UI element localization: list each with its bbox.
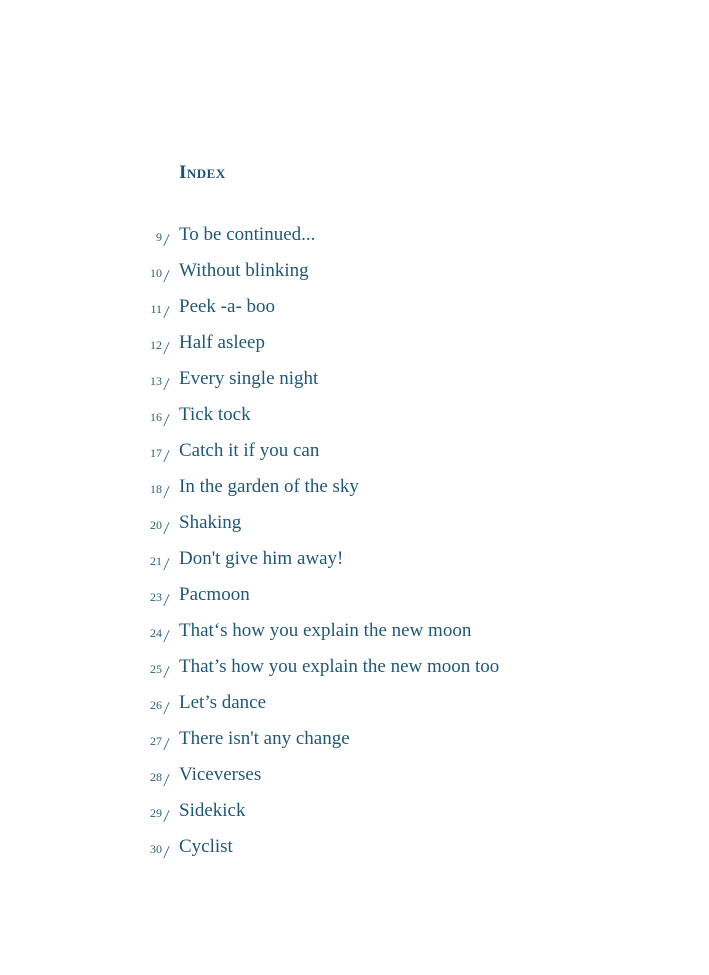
toc-separator: / [163,230,171,250]
toc-page-number: 9 [156,230,162,244]
toc-page-number: 27 [150,734,162,748]
toc-entry [0,296,709,332]
toc-title: That‘s how you explain the new moon [179,620,472,641]
toc-title: Catch it if you can [179,440,320,461]
toc-page-number: 25 [150,662,162,676]
toc-page-number: 29 [150,806,162,820]
toc-separator: / [163,626,171,646]
toc-entry [0,800,709,836]
toc-title: There isn't any change [179,728,350,749]
toc-page-number: 10 [150,266,162,280]
toc-title: Peek -a- boo [179,296,276,317]
toc-page-number: 24 [150,626,162,640]
toc-title: In the garden of the sky [179,476,359,497]
toc-entry [0,656,709,692]
toc-entry [0,764,709,800]
toc-separator: / [163,374,171,394]
toc-separator: / [163,410,171,430]
toc-separator: / [163,518,171,538]
toc-entry [0,404,709,440]
toc-page-number: 12 [150,338,162,352]
toc-entry [0,836,709,872]
toc-page-number: 26 [150,698,162,712]
toc-page-number: 30 [150,842,162,856]
toc-entry [0,476,709,512]
toc-entry [0,440,709,476]
toc-title: Pacmoon [179,584,250,605]
toc-separator: / [163,806,171,826]
toc-separator: / [163,338,171,358]
toc-separator: / [163,842,171,862]
toc-page-number: 13 [150,374,162,388]
toc-page-number: 23 [150,590,162,604]
toc-title: Don't give him away! [179,548,344,569]
toc-page-number: 11 [150,302,162,316]
toc-title: Sidekick [179,800,246,821]
toc-title: Shaking [179,512,242,533]
toc-page-number: 16 [150,410,162,424]
toc-entry [0,332,709,368]
toc-entry [0,728,709,764]
toc-title: Every single night [179,368,319,389]
toc-title: Viceverses [179,764,262,785]
toc-entry [0,368,709,404]
toc-page-number: 28 [150,770,162,784]
toc-entry [0,260,709,296]
index-heading: Index [179,162,226,183]
table-of-contents [0,224,709,872]
toc-title: That’s how you explain the new moon too [179,656,500,677]
toc-page-number: 21 [150,554,162,568]
toc-page-number: 18 [150,482,162,496]
toc-separator: / [163,590,171,610]
toc-page-number: 17 [150,446,162,460]
toc-separator: / [163,266,171,286]
toc-separator: / [163,302,171,322]
toc-separator: / [163,662,171,682]
toc-separator: / [163,734,171,754]
toc-entry [0,620,709,656]
toc-page-number: 20 [150,518,162,532]
toc-title: Cyclist [179,836,233,857]
toc-separator: / [163,482,171,502]
toc-title: Without blinking [179,260,309,281]
toc-title: To be continued... [179,224,316,245]
toc-entry [0,692,709,728]
toc-title: Tick tock [179,404,251,425]
toc-entry [0,584,709,620]
toc-title: Half asleep [179,332,265,353]
toc-separator: / [163,554,171,574]
toc-entry [0,512,709,548]
toc-separator: / [163,770,171,790]
toc-title: Let’s dance [179,692,267,713]
toc-separator: / [163,698,171,718]
toc-separator: / [163,446,171,466]
toc-entry [0,548,709,584]
toc-entry [0,224,709,260]
